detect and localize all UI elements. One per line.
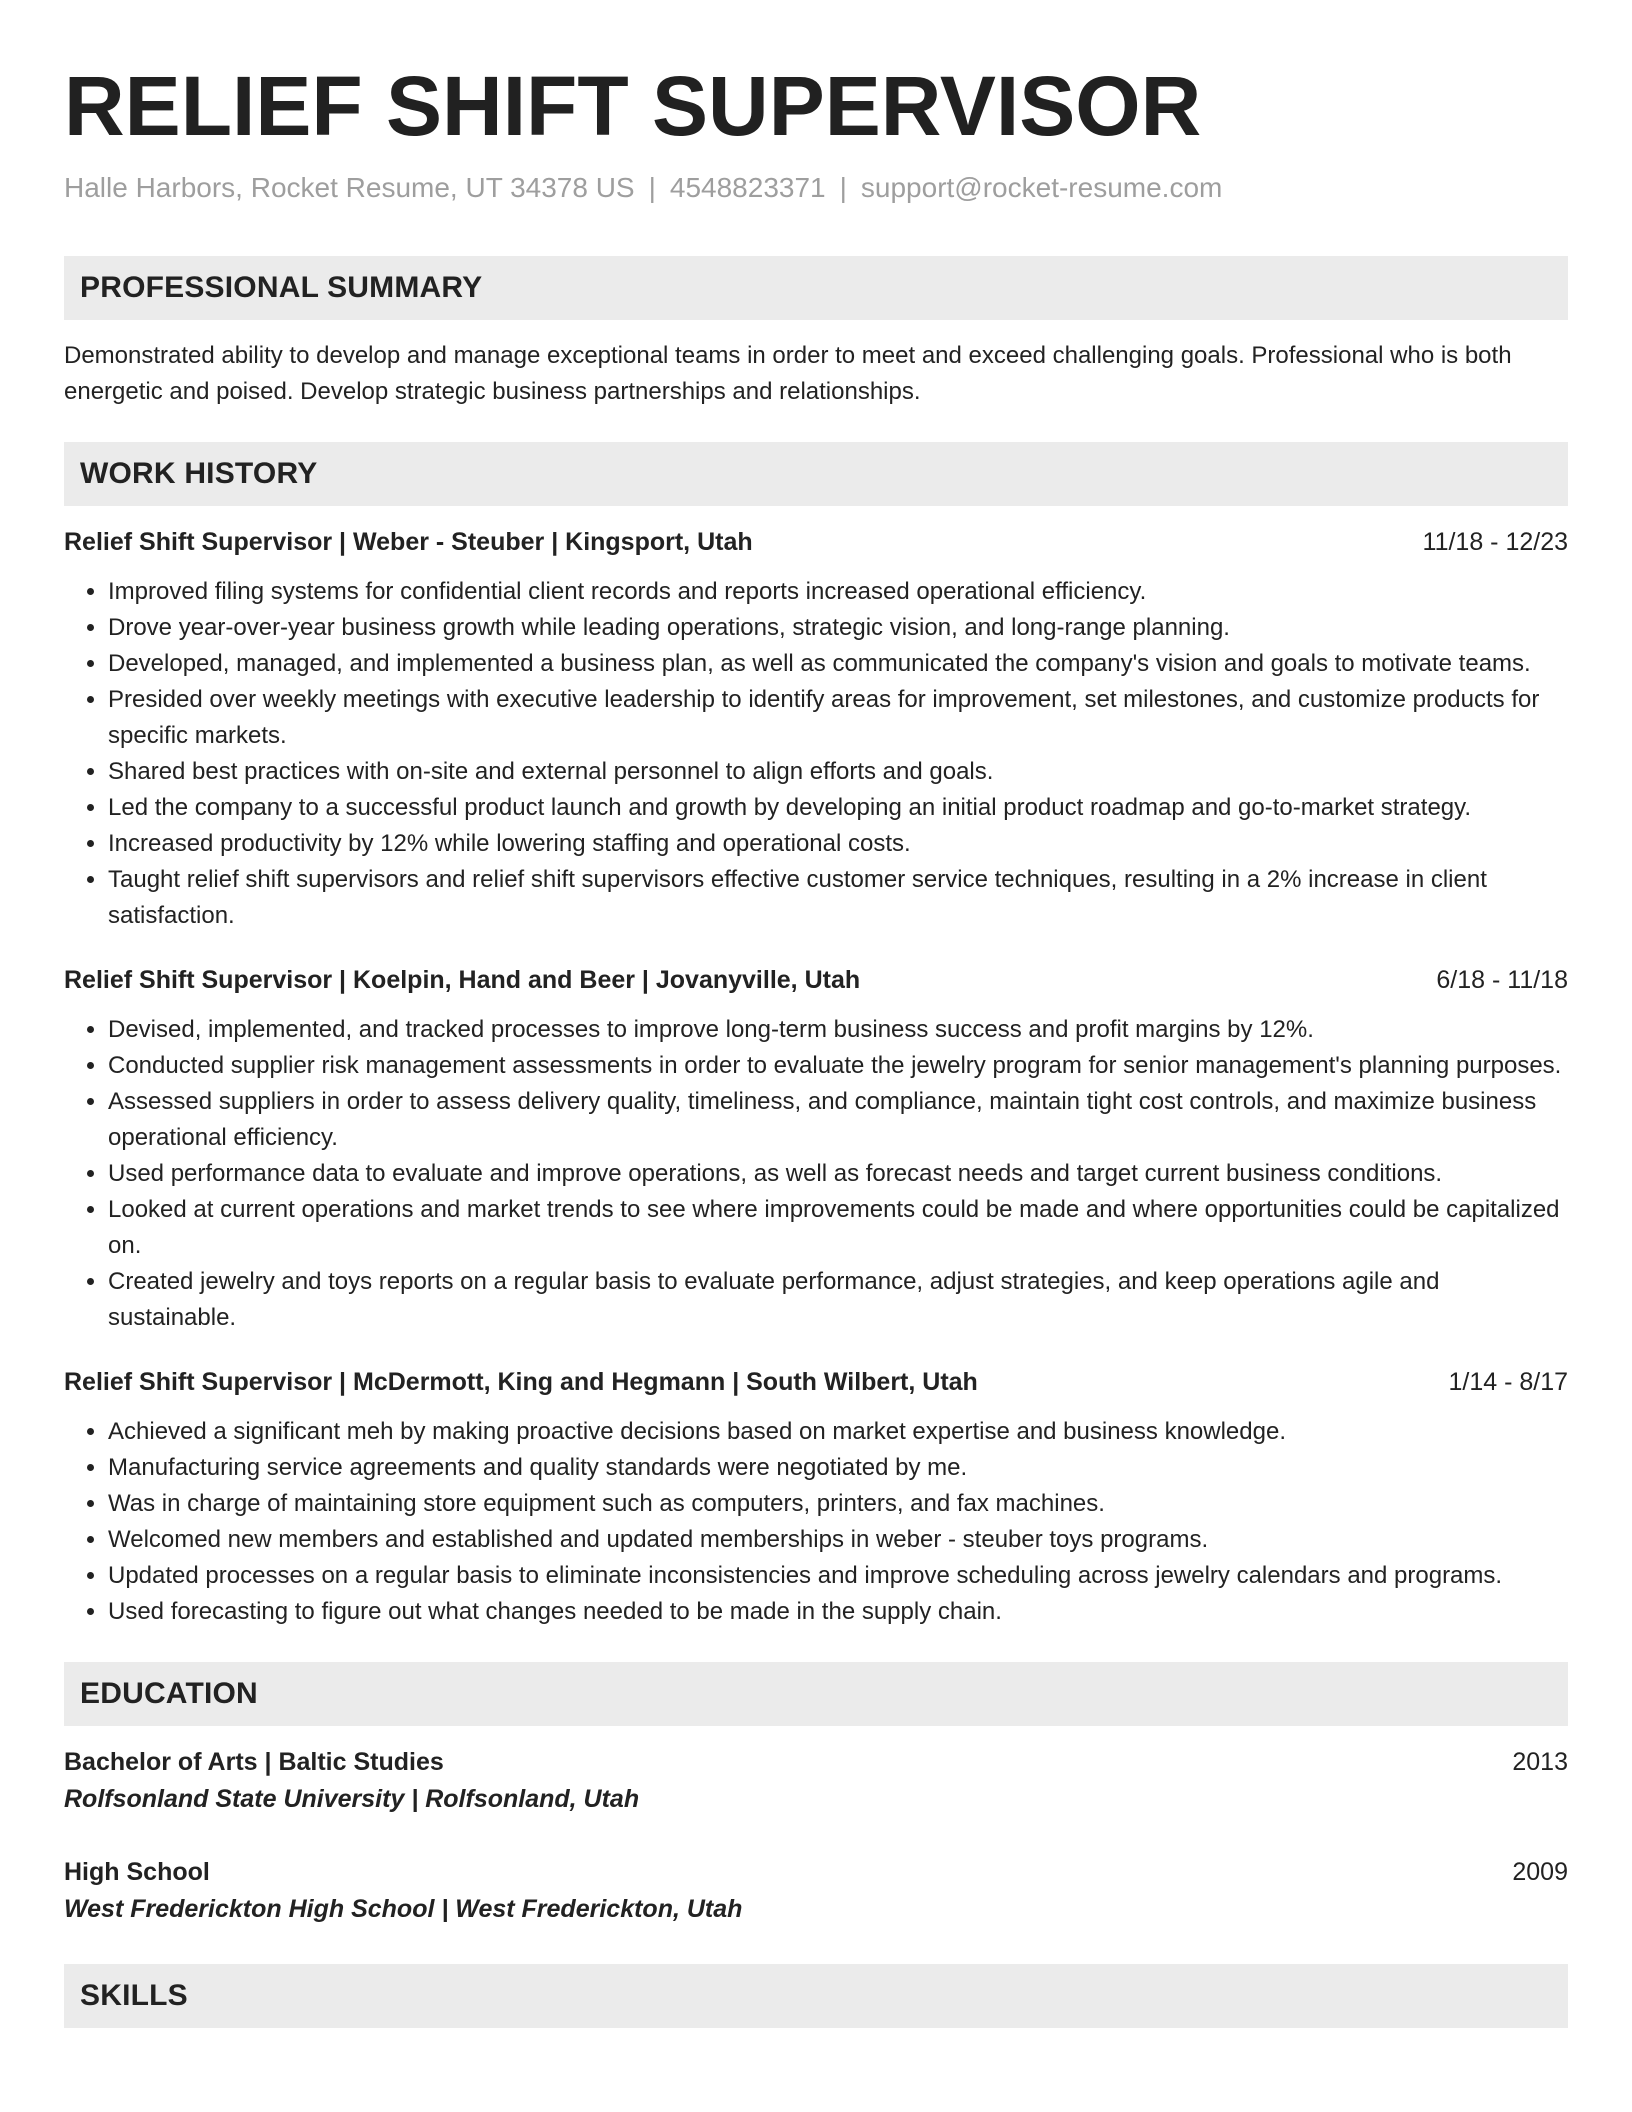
job-bullet: • Manufacturing service agreements and quality standards were negotiated by me.: [108, 1450, 1568, 1486]
education-entry: [64, 1744, 1568, 1818]
education-school: Rolfsonland State University | Rolfsonland, Utah: [64, 1785, 640, 1813]
job-bullet: • Developed, managed, and implemented a business plan, as well as communicated the company's vision and goals to motivate teams.: [108, 646, 1568, 682]
section-header-skills: SKILLS: [64, 1964, 1568, 2028]
job-bullet: • Looked at current operations and market trends to see where improvements could be made and where opportunities could be capitalized on.: [108, 1192, 1568, 1264]
job-title: Relief Shift Supervisor | Koelpin, Hand and Beer | Jovanyville, Utah: [64, 966, 861, 994]
job-dates: 6/18 - 11/18: [1436, 966, 1568, 994]
job-bullet: • Created jewelry and toys reports on a regular basis to evaluate performance, adjust strategies, and keep operations agile and sustainable.: [108, 1264, 1568, 1336]
job-entry: [64, 1364, 1568, 1630]
job-header: [64, 1364, 1568, 1400]
job-bullets: [64, 1012, 1568, 1336]
job-bullet: • Led the company to a successful product launch and growth by developing an initial product roadmap and go-to-market strategy.: [108, 790, 1568, 826]
education-year: 2013: [1512, 1748, 1568, 1776]
contact-separator: |: [839, 172, 847, 203]
job-bullets: [64, 574, 1568, 934]
education-entry: [64, 1854, 1568, 1928]
job-bullet: • Assessed suppliers in order to assess delivery quality, timeliness, and compliance, maintain tight cost controls, and maximize business operational efficiency.: [108, 1084, 1568, 1156]
job-bullet: • Used performance data to evaluate and improve operations, as well as forecast needs and target current business conditions.: [108, 1156, 1568, 1192]
job-bullets: [64, 1414, 1568, 1630]
job-title: Relief Shift Supervisor | McDermott, King and Hegmann | South Wilbert, Utah: [64, 1368, 978, 1396]
contact-address: Halle Harbors, Rocket Resume, UT 34378 US: [64, 172, 635, 203]
job-bullet: • Increased productivity by 12% while lowering staffing and operational costs.: [108, 826, 1568, 862]
section-header-education: EDUCATION: [64, 1662, 1568, 1726]
job-header: [64, 962, 1568, 998]
job-bullet: • Drove year-over-year business growth while leading operations, strategic vision, and long-range planning.: [108, 610, 1568, 646]
education-year: 2009: [1512, 1858, 1568, 1886]
job-bullet: • Presided over weekly meetings with executive leadership to identify areas for improvement, set milestones, and customize products for specific markets.: [108, 682, 1568, 754]
education-header: [64, 1744, 1568, 1780]
job-entry: [64, 962, 1568, 1336]
job-bullet: • Improved filing systems for confidential client records and reports increased operational efficiency.: [108, 574, 1568, 610]
job-bullet: • Updated processes on a regular basis to eliminate inconsistencies and improve scheduling across jewelry calendars and programs.: [108, 1558, 1568, 1594]
resume-name: RELIEF SHIFT SUPERVISOR: [64, 59, 1202, 153]
job-entry: [64, 524, 1568, 934]
education-degree: High School: [64, 1858, 210, 1886]
summary-text: Demonstrated ability to develop and manage exceptional teams in order to meet and exceed challenging goals. Professional who is both energetic and poised. Develop strategic business partnerships and relationships.: [64, 342, 1512, 405]
education-header: [64, 1854, 1568, 1890]
job-title: Relief Shift Supervisor | Weber - Steuber | Kingsport, Utah: [64, 528, 753, 556]
job-bullet: • Achieved a significant meh by making proactive decisions based on market expertise and business knowledge.: [108, 1414, 1568, 1450]
job-bullet: • Conducted supplier risk management assessments in order to evaluate the jewelry program for senior management's planning purposes.: [108, 1048, 1568, 1084]
job-dates: 11/18 - 12/23: [1422, 528, 1568, 556]
section-header-summary: PROFESSIONAL SUMMARY: [64, 256, 1568, 320]
education-degree: Bachelor of Arts | Baltic Studies: [64, 1748, 444, 1776]
contact-line: [64, 168, 1568, 208]
contact-email: support@rocket-resume.com: [860, 172, 1223, 203]
job-bullet: • Devised, implemented, and tracked processes to improve long-term business success and profit margins by 12%.: [108, 1012, 1568, 1048]
contact-phone: 4548823371: [669, 172, 826, 203]
job-bullet: • Used forecasting to figure out what changes needed to be made in the supply chain.: [108, 1594, 1568, 1630]
job-header: [64, 524, 1568, 560]
job-bullet: • Shared best practices with on-site and external personnel to align efforts and goals.: [108, 754, 1568, 790]
job-bullet: • Was in charge of maintaining store equipment such as computers, printers, and fax machines.: [108, 1486, 1568, 1522]
job-bullet: • Taught relief shift supervisors and relief shift supervisors effective customer service techniques, resulting in a 2% increase in client satisfaction.: [108, 862, 1568, 934]
section-header-work-history: WORK HISTORY: [64, 442, 1568, 506]
job-bullet: • Welcomed new members and established and updated memberships in weber - steuber toys programs.: [108, 1522, 1568, 1558]
contact-separator: |: [648, 172, 656, 203]
education-school: West Frederickton High School | West Frederickton, Utah: [64, 1895, 743, 1923]
job-dates: 1/14 - 8/17: [1448, 1368, 1568, 1396]
